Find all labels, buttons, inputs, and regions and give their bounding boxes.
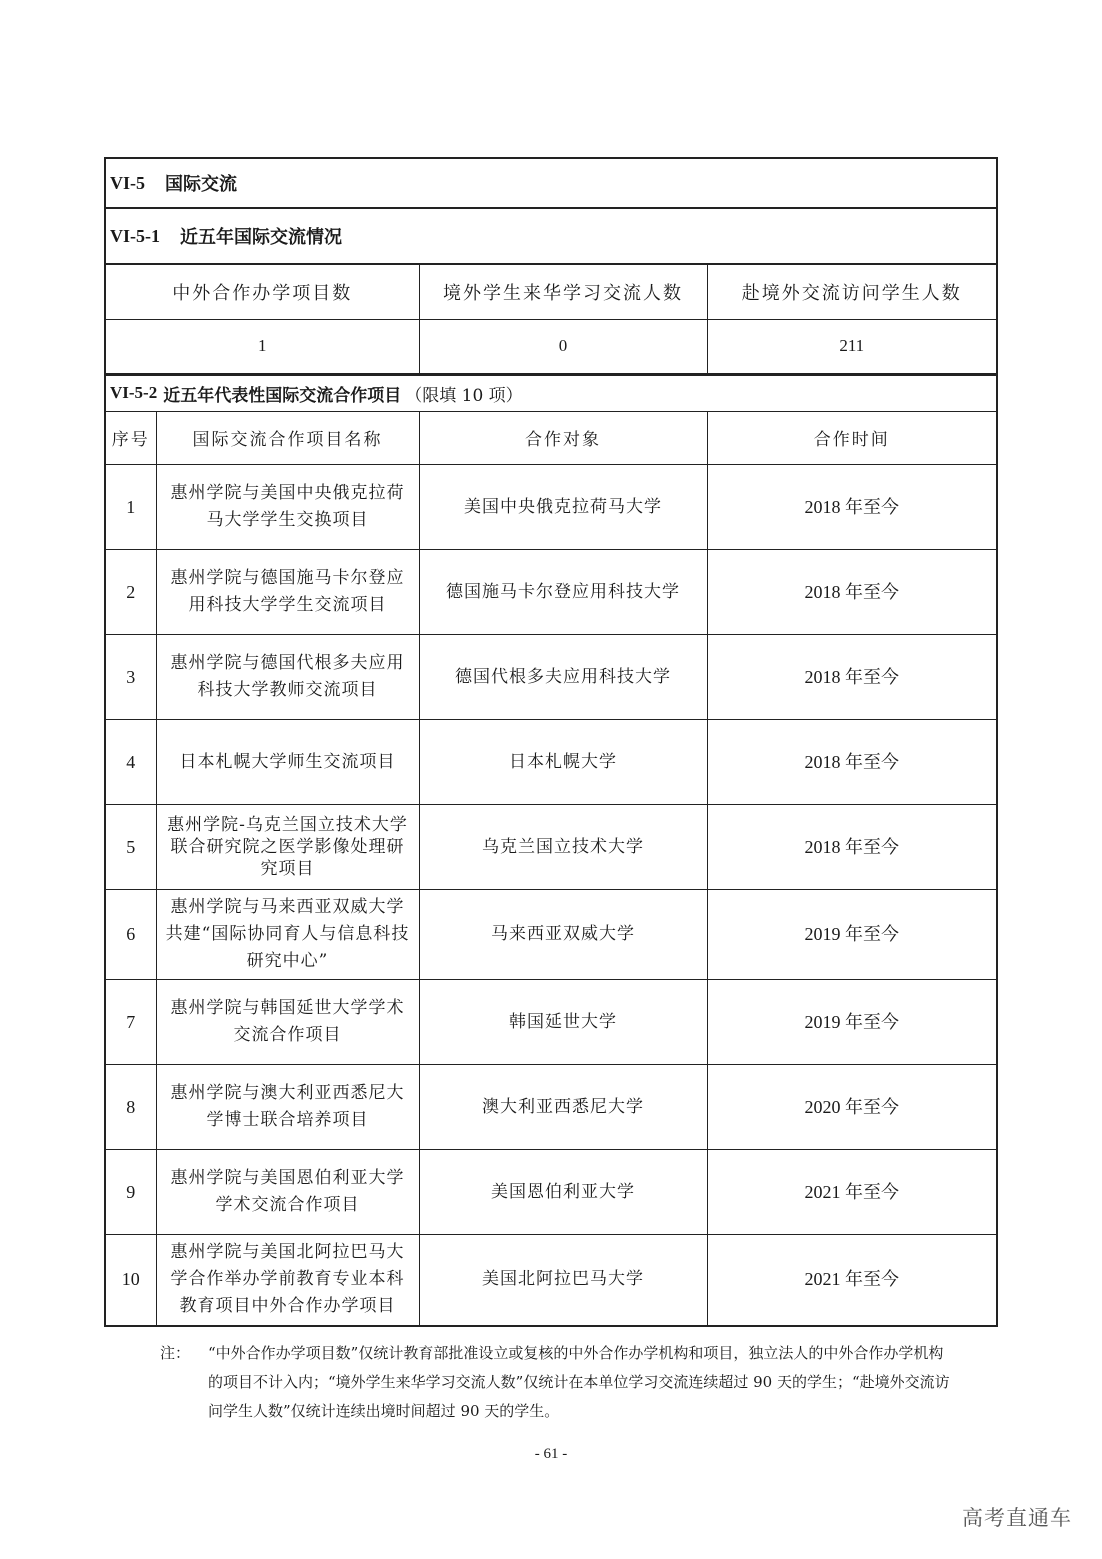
cooperation-time: 2019 年至今 xyxy=(707,980,996,1065)
section-code: VI-5 xyxy=(110,172,145,193)
partner-name: 韩国延世大学 xyxy=(419,980,707,1065)
row-number: 8 xyxy=(106,1065,156,1150)
project-name: 惠州学院与美国中央俄克拉荷马大学学生交换项目 xyxy=(156,465,419,550)
row-number: 5 xyxy=(106,805,156,890)
project-name: 惠州学院与澳大利亚西悉尼大学博士联合培养项目 xyxy=(156,1065,419,1150)
summary-header-cell: 中外合作办学项目数 xyxy=(106,265,419,319)
section-heading xyxy=(106,159,996,209)
partner-name: 德国代根多夫应用科技大学 xyxy=(419,635,707,720)
row-number: 3 xyxy=(106,635,156,720)
subsection-heading-2 xyxy=(106,374,996,412)
subsection-code-2: VI-5-2 xyxy=(110,383,158,402)
row-number: 4 xyxy=(106,720,156,805)
page-number: - 61 - xyxy=(534,1446,568,1462)
partner-name: 德国施马卡尔登应用科技大学 xyxy=(419,550,707,635)
table-row xyxy=(106,890,996,980)
watermark: 高考直通车 xyxy=(962,1506,1072,1530)
cooperation-time: 2018 年至今 xyxy=(707,805,996,890)
partner-name: 马来西亚双威大学 xyxy=(419,890,707,980)
partner-name: 乌克兰国立技术大学 xyxy=(419,805,707,890)
subsection-heading-1 xyxy=(106,209,996,265)
partner-name: 美国北阿拉巴马大学 xyxy=(419,1235,707,1325)
cooperation-time: 2019 年至今 xyxy=(707,890,996,980)
table-row xyxy=(106,550,996,635)
projects-header-cell: 合作对象 xyxy=(419,412,707,465)
project-name: 惠州学院与德国施马卡尔登应用科技大学学生交流项目 xyxy=(156,550,419,635)
row-number: 2 xyxy=(106,550,156,635)
summary-header-cell: 赴境外交流访问学生人数 xyxy=(707,265,996,319)
cooperation-time: 2018 年至今 xyxy=(707,550,996,635)
partner-name: 美国恩伯利亚大学 xyxy=(419,1150,707,1235)
projects-table xyxy=(106,412,996,1325)
project-name: 惠州学院与马来西亚双威大学共建“国际协同育人与信息科技研究中心” xyxy=(156,890,419,980)
row-number: 9 xyxy=(106,1150,156,1235)
cooperation-time: 2021 年至今 xyxy=(707,1235,996,1325)
table-row xyxy=(106,1150,996,1235)
section-title: 国际交流 xyxy=(165,174,237,195)
row-number: 10 xyxy=(106,1235,156,1325)
table-row xyxy=(106,1065,996,1150)
cooperation-time: 2018 年至今 xyxy=(707,465,996,550)
table-row xyxy=(106,635,996,720)
cooperation-time: 2020 年至今 xyxy=(707,1065,996,1150)
cooperation-time: 2021 年至今 xyxy=(707,1150,996,1235)
project-name: 惠州学院与美国北阿拉巴马大学合作举办学前教育专业本科教育项目中外合作办学项目 xyxy=(156,1235,419,1325)
partner-name: 澳大利亚西悉尼大学 xyxy=(419,1065,707,1150)
row-number: 1 xyxy=(106,465,156,550)
table-row xyxy=(106,465,996,550)
subsection-note: （限填 10 项） xyxy=(405,385,523,406)
row-number: 6 xyxy=(106,890,156,980)
partner-name: 美国中央俄克拉荷马大学 xyxy=(419,465,707,550)
footnote-label: 注： xyxy=(160,1344,191,1362)
cooperation-time: 2018 年至今 xyxy=(707,635,996,720)
summary-header-cell: 境外学生来华学习交流人数 xyxy=(419,265,707,319)
projects-header-row xyxy=(106,412,996,465)
footnote-text: “中外合作办学项目数”仅统计教育部批准设立或复核的中外合作办学机构和项目，独立法人的中外合作办学机构的项目不计入内；“境外学生来华学习交流人数”仅统计在本单位学习交流连续超过 90 天的学生；“赴境外交流访问学生人数”仅统计连续出境时间超过 90 天的学生。 xyxy=(208,1344,950,1420)
subsection-code-1: VI-5-1 xyxy=(110,225,160,246)
row-number: 7 xyxy=(106,980,156,1065)
summary-value-cell: 0 xyxy=(419,319,707,373)
table-row xyxy=(106,720,996,805)
summary-value-row xyxy=(106,319,996,373)
project-name: 惠州学院-乌克兰国立技术大学联合研究院之医学影像处理研究项目 xyxy=(156,805,419,890)
exchange-summary-table xyxy=(106,265,996,374)
table-row xyxy=(106,805,996,890)
subsection-title-2: 近五年代表性国际交流合作项目 xyxy=(163,385,402,406)
table-row xyxy=(106,1235,996,1325)
table-row xyxy=(106,980,996,1065)
project-name: 惠州学院与德国代根多夫应用科技大学教师交流项目 xyxy=(156,635,419,720)
summary-value-cell: 1 xyxy=(106,319,419,373)
project-name: 惠州学院与美国恩伯利亚大学学术交流合作项目 xyxy=(156,1150,419,1235)
summary-value-cell: 211 xyxy=(707,319,996,373)
international-exchange-section xyxy=(104,157,998,1327)
partner-name: 日本札幌大学 xyxy=(419,720,707,805)
footnote xyxy=(160,1339,950,1426)
projects-header-cell: 合作时间 xyxy=(707,412,996,465)
cooperation-time: 2018 年至今 xyxy=(707,720,996,805)
projects-header-cell: 国际交流合作项目名称 xyxy=(156,412,419,465)
subsection-title-1: 近五年国际交流情况 xyxy=(180,227,342,248)
project-name: 日本札幌大学师生交流项目 xyxy=(156,720,419,805)
summary-header-row xyxy=(106,265,996,319)
project-name: 惠州学院与韩国延世大学学术交流合作项目 xyxy=(156,980,419,1065)
projects-header-cell: 序号 xyxy=(106,412,156,465)
